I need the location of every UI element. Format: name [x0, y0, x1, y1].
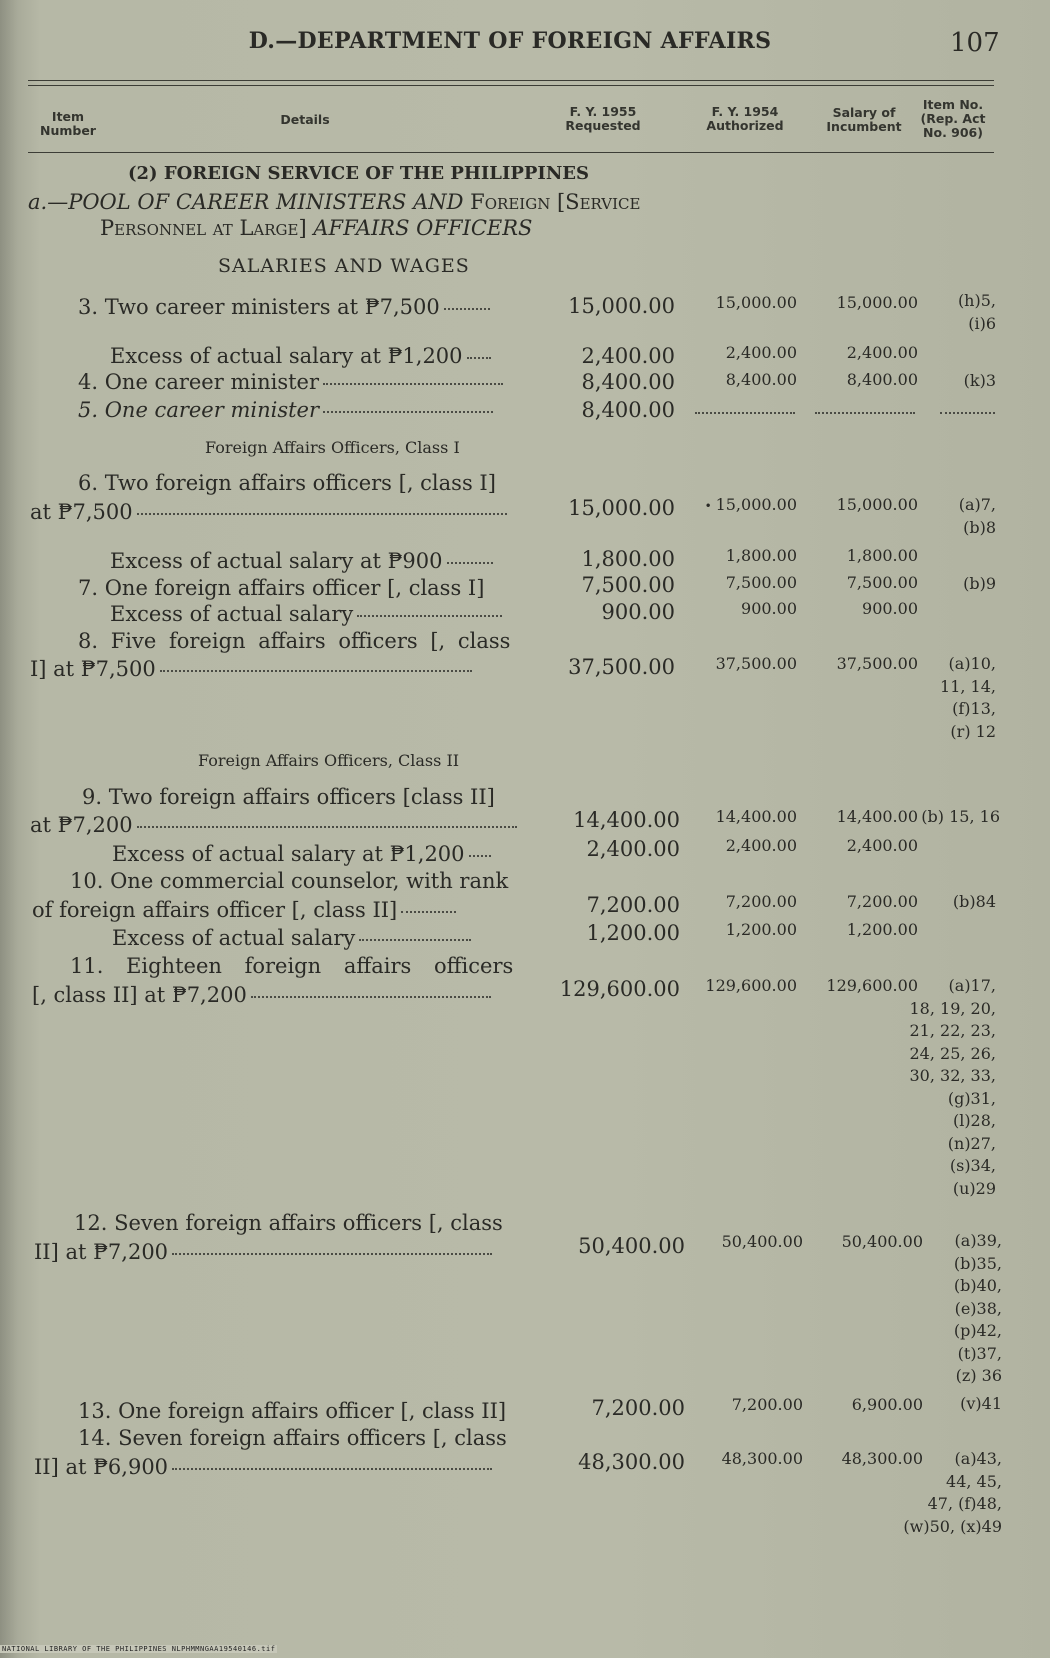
item-8-ref: (a)10, 11, 14, (f)13, (r) 12 — [940, 654, 996, 741]
item-6-requested: 15,000.00 — [568, 496, 675, 520]
item-13-ref: (v)41 — [960, 1394, 1002, 1413]
item-4-text: 4. One career minister — [78, 370, 503, 394]
item-10-excess-authorized: 1,200.00 — [725, 920, 797, 939]
item-9-excess-salary: 2,400.00 — [846, 836, 918, 855]
item-8-text-line2: I] at ₱7,500 — [30, 657, 472, 681]
item-3-excess-text: Excess of actual salary at ₱1,200 — [110, 344, 491, 368]
class2-subheading: Foreign Affairs Officers, Class II — [198, 751, 460, 770]
item-9-salary: 14,400.00 — [836, 807, 918, 826]
item-9-text-line2: at ₱7,200 — [30, 813, 517, 837]
item-9-excess-authorized: 2,400.00 — [725, 836, 797, 855]
item-7-excess-salary: 900.00 — [862, 599, 918, 618]
item-6-text-line2: at ₱7,500 — [30, 500, 507, 524]
item-11-text-line2: [, class II] at ₱7,200 — [32, 983, 491, 1007]
item-10-requested: 7,200.00 — [586, 893, 680, 917]
item-10-excess-salary: 1,200.00 — [846, 920, 918, 939]
item-6-ref: (a)7, (b)8 — [958, 495, 996, 537]
item-7-authorized: 7,500.00 — [725, 573, 797, 592]
item-9-excess-requested: 2,400.00 — [586, 837, 680, 861]
col-header-fy1954: F. Y. 1954 Authorized — [706, 104, 784, 133]
item-6-excess-salary: 1,800.00 — [846, 546, 918, 565]
item-5-requested: 8,400.00 — [581, 398, 675, 422]
item-8-salary: 37,500.00 — [836, 654, 918, 673]
item-6-excess-text: Excess of actual salary at ₱900 — [110, 549, 493, 573]
item-4-salary: 8,400.00 — [846, 370, 918, 389]
item-10-authorized: 7,200.00 — [725, 892, 797, 911]
item-5-authorized-blank — [695, 412, 795, 414]
item-9-requested: 14,400.00 — [573, 808, 680, 832]
item-7-ref: (b)9 — [963, 574, 996, 593]
item-3-excess-requested: 2,400.00 — [581, 344, 675, 368]
item-4-ref: (k)3 — [963, 371, 996, 390]
item-12-text-line1: 12. Seven foreign affairs officers [, class — [74, 1211, 503, 1235]
item-14-text-line2: II] at ₱6,900 — [34, 1455, 492, 1479]
item-3-requested: 15,000.00 — [568, 294, 675, 318]
item-8-requested: 37,500.00 — [568, 655, 675, 679]
item-3-authorized: 15,000.00 — [715, 293, 797, 312]
pool-text-c: Personnel at Large] — [100, 216, 307, 240]
item-3-excess-salary: 2,400.00 — [846, 343, 918, 362]
item-10-salary: 7,200.00 — [846, 892, 918, 911]
item-6-excess-requested: 1,800.00 — [581, 547, 675, 571]
item-8-text-line1: 8. Five foreign affairs officers [, class — [78, 629, 511, 653]
item-10-text-line2: of foreign affairs officer [, class II] — [32, 898, 456, 922]
item-9-ref: (b) 15, 16 — [921, 807, 1000, 826]
item-10-excess-text: Excess of actual salary — [112, 926, 471, 950]
scan-footer: NATIONAL LIBRARY OF THE PHILIPPINES NLPHMMNGAA19540146.tif — [2, 1645, 276, 1653]
pool-prefix: a.— — [28, 190, 69, 214]
item-3-excess-authorized: 2,400.00 — [725, 343, 797, 362]
item-10-text-line1: 10. One commercial counselor, with rank — [70, 869, 509, 893]
item-14-text-line1: 14. Seven foreign affairs officers [, class — [78, 1426, 507, 1450]
item-6-excess-authorized: 1,800.00 — [725, 546, 797, 565]
item-11-requested: 129,600.00 — [559, 977, 680, 1001]
running-head: D.—DEPARTMENT OF FOREIGN AFFAIRS — [248, 28, 772, 54]
item-8-authorized: 37,500.00 — [715, 654, 797, 673]
item-13-authorized: 7,200.00 — [731, 1395, 803, 1414]
item-11-authorized: 129,600.00 — [705, 976, 797, 995]
item-10-excess-requested: 1,200.00 — [586, 921, 680, 945]
item-12-text-line2: II] at ₱7,200 — [34, 1240, 492, 1264]
item-11-text-line1: 11. Eighteen foreign affairs officers — [70, 954, 514, 978]
page-number: 107 — [950, 28, 1000, 58]
item-6-salary: 15,000.00 — [836, 495, 918, 514]
item-9-authorized: 14,400.00 — [715, 807, 797, 826]
item-13-salary: 6,900.00 — [851, 1395, 923, 1414]
item-4-requested: 8,400.00 — [581, 370, 675, 394]
item-5-text: 5. One career minister — [78, 398, 493, 422]
item-14-salary: 48,300.00 — [841, 1449, 923, 1468]
item-6-authorized: • 15,000.00 — [704, 495, 797, 514]
item-5-ref-blank — [940, 412, 995, 414]
item-7-excess-text: Excess of actual salary — [110, 602, 502, 626]
header-rule-top-thin — [28, 85, 994, 86]
item-3-text: 3. Two career ministers at ₱7,500 — [78, 295, 490, 319]
item-12-requested: 50,400.00 — [578, 1234, 685, 1258]
item-5-salary-blank — [815, 412, 915, 414]
pool-text-b: Foreign [Service — [470, 190, 641, 214]
item-7-salary: 7,500.00 — [846, 573, 918, 592]
item-3-ref: (h)5, (i)6 — [957, 291, 996, 333]
item-7-text: 7. One foreign affairs officer [, class I] — [78, 576, 485, 600]
item-3-salary: 15,000.00 — [836, 293, 918, 312]
pool-heading-line2 — [100, 216, 532, 240]
item-9-text-line1: 9. Two foreign affairs officers [class II] — [82, 785, 495, 809]
pool-heading-line1 — [28, 190, 640, 214]
item-12-ref: (a)39, (b)35, (b)40, (e)38, (p)42, (t)37, (z) 36 — [953, 1231, 1002, 1385]
col-header-details: Details — [280, 112, 330, 127]
col-header-item-number: Item Number — [40, 109, 96, 138]
section-title: (2) FOREIGN SERVICE OF THE PHILIPPINES — [128, 163, 590, 184]
item-12-authorized: 50,400.00 — [721, 1232, 803, 1251]
item-13-text: 13. One foreign affairs officer [, class II] — [78, 1399, 507, 1423]
item-14-requested: 48,300.00 — [578, 1450, 685, 1474]
header-rule-top — [28, 80, 994, 81]
col-header-fy1955: F. Y. 1955 Requested — [565, 104, 641, 133]
item-7-excess-requested: 900.00 — [601, 600, 675, 624]
class1-subheading: Foreign Affairs Officers, Class I — [205, 438, 460, 457]
item-10-ref: (b)84 — [952, 892, 996, 911]
col-header-salary: Salary of Incumbent — [826, 105, 902, 134]
item-9-excess-text: Excess of actual salary at ₱1,200 — [112, 842, 491, 866]
item-12-salary: 50,400.00 — [841, 1232, 923, 1251]
item-14-ref: (a)43, 44, 45, 47, (f)48, (w)50, (x)49 — [903, 1449, 1002, 1536]
pool-text-a: POOL OF CAREER MINISTERS AND — [68, 190, 464, 214]
col-header-item-no: Item No. (Rep. Act No. 906) — [920, 97, 986, 140]
header-rule-bottom — [28, 152, 994, 153]
item-6-text-line1: 6. Two foreign affairs officers [, class I] — [78, 471, 496, 495]
pool-text-d: AFFAIRS OFFICERS — [313, 216, 533, 240]
item-7-requested: 7,500.00 — [581, 573, 675, 597]
salaries-heading: SALARIES AND WAGES — [218, 255, 470, 277]
item-4-authorized: 8,400.00 — [725, 370, 797, 389]
item-13-requested: 7,200.00 — [591, 1396, 685, 1420]
item-7-excess-authorized: 900.00 — [741, 599, 797, 618]
item-11-salary: 129,600.00 — [826, 976, 918, 995]
item-14-authorized: 48,300.00 — [721, 1449, 803, 1468]
item-11-ref: (a)17, 18, 19, 20, 21, 22, 23, 24, 25, 26, 30, 32, 33, (g)31, (l)28, (n)27, (s)34, (u)29 — [909, 976, 996, 1198]
